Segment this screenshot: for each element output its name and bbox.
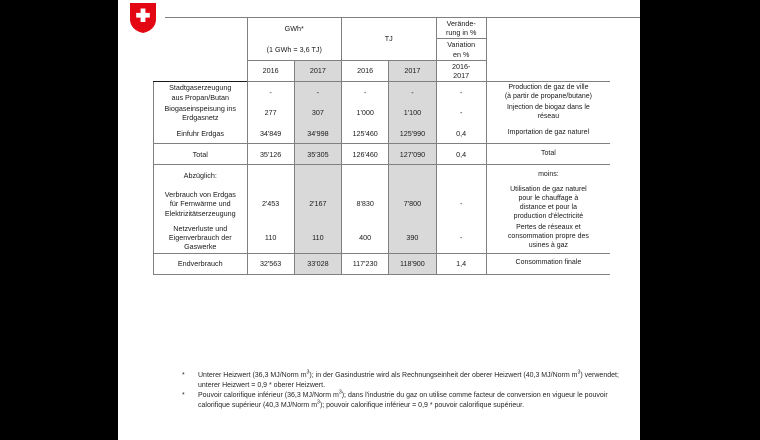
cell-variation: - [436,82,486,103]
row-label-fr-line2: pour le chauffage à [518,195,579,203]
footnote-fr-part2: ); dans l'industrie du gaz on utilise comme facteur de conversion en vigueur le pouvoir calorifique supérieur (40,3 MJ/Norm m [198,391,608,409]
table-row-deduction-header [154,165,611,186]
footnote-de-part1: Unterer Heizwert (36,3 MJ/Norm m [198,372,307,379]
cell-tj-2017: 127'090 [389,144,436,165]
footnote-fr-part1: Pouvoir calorifique inférieur (36,3 MJ/Norm m [198,391,339,399]
cell-gwh-2017: 35'305 [294,144,341,165]
header-corner-blank [154,18,248,82]
row-label-total: Total [154,144,248,165]
row-label-fr-line1: Pertes de réseaux et [516,224,581,232]
cell-gwh-2016: 35'126 [247,144,294,165]
cell-gwh-2017: 33'028 [294,253,341,274]
row-label-fr-line1: Production de gaz de ville [508,83,589,91]
row-label-fr-line2: réseau [537,112,560,120]
footnote-fr-text [198,391,628,411]
row-label-fr-line1: Injection de biogaz dans le [506,104,590,112]
row-label-line1: Verbrauch von Erdgas [164,190,236,200]
table-row-final [154,253,611,274]
footnote-de-text [198,371,628,391]
header-variation-de-line2: rung in % [445,28,477,38]
cell-gwh-2017 [294,165,341,186]
cell-gwh-2016: 2'453 [247,185,294,223]
cell-variation [436,165,486,186]
row-label-line2: Erdgasnetz [182,112,219,122]
cell-variation: 0,4 [436,123,486,144]
cell-gwh-2016: 34'849 [247,123,294,144]
cell-variation: - [436,103,486,123]
row-label-fr-pertes [486,223,610,253]
header-variation-de-line1: Verände- [446,19,476,28]
table-row [154,103,611,123]
table-row [154,223,611,253]
footnote-fr-sup1: 3 [338,389,342,396]
row-label-line2: Eigenverbrauch der [168,233,232,243]
header-year-tj-2016: 2016 [342,60,389,81]
cell-tj-2017: 118'900 [389,253,436,274]
footnote-de-part2: ); in der Gasindustrie wird als Rechnungseinheit der oberer Heizwert (40,3 MJ/Norm m [309,372,578,379]
table-row [154,123,611,144]
row-label-line3: Elektrizitätserzeugung [164,208,236,218]
row-label-fr-line3: usines à gaz [528,242,569,250]
row-label-fr-total: Total [486,144,610,165]
header-variation-years-line1: 2016- [451,61,471,71]
header-year-tj-2017: 2017 [389,60,436,81]
row-label-endverbrauch: Endverbrauch [154,253,248,274]
row-label-fr-line3: distance et pour la [519,204,577,212]
header-variation-years [436,60,486,81]
row-label-stadtgas [154,82,248,103]
cell-tj-2016: 126'460 [342,144,389,165]
cell-tj-2017: 1'100 [389,103,436,123]
cell-tj-2016: 8'830 [342,185,389,223]
row-label-line1: Stadtgaserzeugung [169,83,232,93]
cell-tj-2017 [389,165,436,186]
table-row [154,185,611,223]
cell-gwh-2017: 2'167 [294,185,341,223]
cell-gwh-2016: 277 [247,103,294,123]
row-label-verbrauch-fernwaerme [154,185,248,223]
cell-gwh-2017: 110 [294,223,341,253]
table-row-total [154,144,611,165]
cell-tj-2017: 125'990 [389,123,436,144]
header-gwh-conversion: (1 GWh = 3,6 TJ) [247,39,342,60]
footnotes [180,371,628,411]
table-row [154,82,611,103]
footnote-de [180,371,628,391]
cell-gwh-2017: 34'998 [294,123,341,144]
header-year-gwh-2017: 2017 [294,60,341,81]
row-label-fr-stadtgas [486,82,610,103]
cell-gwh-2016: - [247,82,294,103]
row-label-fr-line2: (à partir de propane/butane) [504,92,592,100]
cell-variation: - [436,223,486,253]
cell-gwh-2016: 110 [247,223,294,253]
footnote-marker: * [182,372,185,379]
cell-tj-2016: - [342,82,389,103]
row-label-line3: Gaswerke [184,242,217,252]
footnote-de-part3: ) verwendet; unterer Heizwert = 0,9 * oberer Heizwert. [198,372,619,389]
footnote-fr-part3: ); pouvoir calorifique inférieur = 0,9 * pouvoir calorifique supérieur. [319,401,525,409]
header-french-blank [486,18,610,82]
table-header-units [154,18,611,39]
row-label-line1: Biogaseinspeisung ins [164,103,237,113]
row-label-abzueglich: Abzüglich: [154,165,248,186]
cell-tj-2016: 125'460 [342,123,389,144]
header-variation-fr [436,39,486,60]
header-gwh: GWh* [247,18,342,39]
header-year-gwh-2016: 2016 [247,60,294,81]
row-label-fr-einfuhr: Importation de gaz naturel [486,123,610,144]
footnote-de-sup1: 3 [306,369,310,376]
gas-statistics-table [153,17,610,275]
row-label-fr-line2: consommation propre des [507,233,589,241]
row-label-einfuhr: Einfuhr Erdgas [154,123,248,144]
cell-gwh-2017: - [294,82,341,103]
cell-gwh-2016 [247,165,294,186]
row-label-fr-moins: moins: [486,165,610,186]
cell-gwh-2016: 32'563 [247,253,294,274]
header-variation-fr-line2: en % [452,49,470,59]
cell-variation: - [436,185,486,223]
header-variation-fr-line1: Variation [447,40,476,50]
row-label-netzverluste [154,223,248,253]
row-label-fr-utilisation [486,185,610,223]
header-tj: TJ [342,18,437,61]
footnote-fr-sup2: 3 [317,399,320,406]
cell-tj-2016 [342,165,389,186]
cell-tj-2017: 7'800 [389,185,436,223]
footnote-marker: * [182,391,185,399]
document-page [118,0,640,440]
cell-variation: 1,4 [436,253,486,274]
cell-tj-2016: 117'230 [342,253,389,274]
cell-variation: 0,4 [436,144,486,165]
cell-tj-2016: 1'000 [342,103,389,123]
footnote-de-sup2: 3 [577,369,581,376]
row-label-line2: aus Propan/Butan [171,92,230,102]
cell-gwh-2017: 307 [294,103,341,123]
cell-tj-2017: - [389,82,436,103]
row-label-fr-biogas [486,103,610,123]
cell-tj-2016: 400 [342,223,389,253]
header-variation-years-line2: 2017 [453,71,470,81]
header-variation-de [436,18,486,39]
row-label-line2: für Fernwärme und [169,199,231,209]
cell-tj-2017: 390 [389,223,436,253]
row-label-fr-line4: production d'électricité [513,213,584,221]
row-label-line1: Netzverluste und [173,224,228,233]
row-label-fr-line1: Utilisation de gaz naturel [510,186,587,194]
footnote-fr [180,391,628,411]
row-label-biogas [154,103,248,123]
row-label-fr-consommation: Consommation finale [486,253,610,274]
